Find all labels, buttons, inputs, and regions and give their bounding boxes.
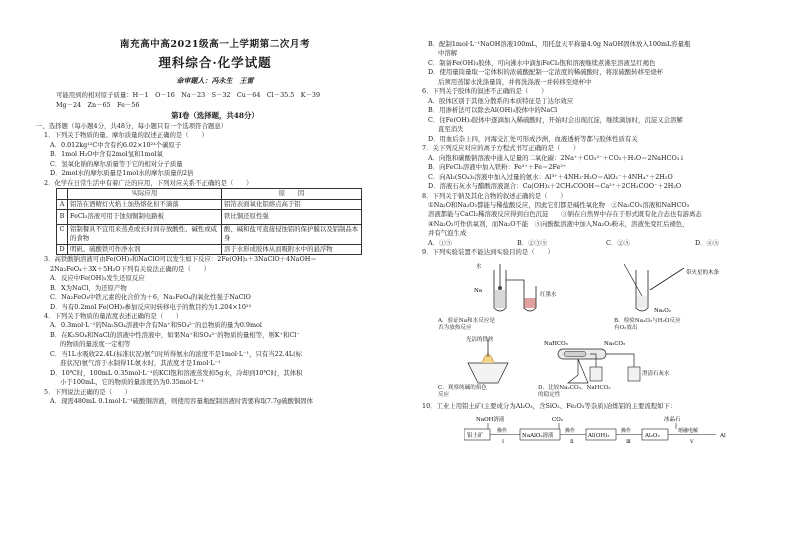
flow-step-3: Ⅲ bbox=[626, 439, 631, 446]
q7-option-c: C．向Al₂(SO₄)₃溶液中加入过量的氨水：Al³⁺＋4NH₃·H₂O＝AlO₂⁻＋4NH₄⁺＋2H₂O bbox=[428, 172, 673, 181]
q1-option-a: A．0.012kg¹²C中含有约6.02×10²³个碳原子 bbox=[50, 140, 182, 149]
q3-option-a: A．反应中Fe(OH)₃发生还原反应 bbox=[50, 274, 145, 283]
flow-step-1: Ⅰ bbox=[502, 439, 504, 446]
flow-box-naalo2: NaAlO₂溶液 bbox=[522, 433, 554, 440]
caption-c-line1: C．观察纯碱的焰色 bbox=[438, 384, 488, 391]
figure-a bbox=[438, 260, 614, 318]
q8-stem: 8．下列关于钠及其化合物的叙述正确的是（ ） bbox=[422, 191, 567, 200]
caption-b-line2: 有O₂放出 bbox=[614, 325, 638, 332]
caption-a-line2: 否为放热反应 bbox=[438, 325, 472, 332]
q4-line: 的物质的量浓度一定相等 bbox=[60, 340, 131, 349]
q9-stem: 9．下列实验装置不能达到实验目的是（ ） bbox=[422, 248, 554, 257]
q8-line: ①Na₂O和Na₂O₂都能与稀盐酸反应，因此它们都是碱性氧化物 ②Na₂CO₃溶液和NaHCO₃ bbox=[428, 200, 690, 209]
q8-option-c: C．②⑤ bbox=[606, 238, 631, 247]
q6-option-d: D．用血后杂上四，河海交汇处可形成沙洲，血液透析等都与胶体性质有关 bbox=[428, 134, 638, 143]
caption-d bbox=[538, 385, 698, 400]
section-intro: 一、选择题（每小题4分，共48分，每小题只有一个选项符合题意） bbox=[36, 121, 228, 130]
caption-a bbox=[438, 318, 614, 333]
q8-line: ④Na₂O₂可作供氧剂，而Na₂O不能 ⑤向酚酞溶液中加入Na₂O₂粉末，溶液先变红后褪色， bbox=[428, 219, 689, 228]
q4-line: B．在K₂SO₄和NaCl的溶液中性溶液中，如果Na⁺和SO₄²⁻的物质的量相等，则K⁺和Cl⁻ bbox=[50, 330, 300, 339]
q7-option-b: B．向FeCl₂溶液中加入铁粉：Fe³⁺＋Fe＝2Fe²⁺ bbox=[428, 163, 567, 172]
table-cell: 溶于水形成胶体从而吸附水中的悬浮物 bbox=[222, 244, 362, 254]
flow-step-5: Ⅴ bbox=[690, 439, 694, 446]
figure-c-drawing bbox=[438, 335, 538, 385]
q5-option-d-cont: 后须用蒸馏水洗涤量筒，并将洗涤液一并转移至烧杯中 bbox=[438, 77, 592, 86]
q7-stem: 7．关下列反应对应的离子方程式书写正确的是（ ） bbox=[422, 144, 580, 153]
figure-c bbox=[438, 335, 538, 385]
q8-line: 并有气泡生成 bbox=[428, 229, 467, 238]
exam-authors: 命审题人：冯永生 王雷 bbox=[176, 75, 254, 85]
figure-b bbox=[614, 260, 724, 318]
left-column bbox=[0, 0, 402, 407]
table-cell: A bbox=[57, 199, 68, 209]
caption-c bbox=[438, 385, 538, 400]
atomic-masses-line2: Mg－24 Zn－65 Fe－56 bbox=[56, 100, 140, 109]
q3-stem: 3．高铁酸钠溶液可由Fe(OH)₃和NaClO可以发生如下反应：2Fe(OH)₃＋3NaClO＋4NaOH＝ bbox=[44, 255, 317, 264]
q6-option-c-cont: 直至消失 bbox=[438, 125, 464, 134]
q10-flowchart bbox=[464, 415, 764, 447]
flow-reagent-cryolite: 冰晶石 bbox=[664, 417, 681, 424]
table-cell: C bbox=[57, 225, 68, 245]
q8-option-a: A．①⑤ bbox=[428, 238, 452, 247]
caption-b-line1: B．检验Na₂O₂与H₂O反应 bbox=[614, 317, 681, 324]
label-iron-wire: 光洁的铁丝 bbox=[466, 336, 494, 343]
q3-option-d: D．当有0.2mol Fe(OH)₃参加反应时转移电子的数目约为1.204×10²³ bbox=[50, 302, 252, 311]
q8-options bbox=[414, 239, 784, 248]
flow-op-2: 操作 bbox=[565, 428, 576, 435]
label-water: 水 bbox=[476, 263, 482, 270]
table-cell: 铝制餐具不宜用来蒸煮或长时间存放酸性、碱性或咸的食物 bbox=[68, 225, 222, 245]
label-limewater: 澄清石灰水 bbox=[642, 370, 670, 377]
table-cell: D bbox=[57, 244, 68, 254]
table-cell: B bbox=[57, 210, 68, 225]
q8-option-b: B．②③⑤ bbox=[517, 238, 548, 247]
q9-figures-bottom bbox=[414, 335, 784, 385]
q4-line: 小于100mL，它的物质的量浓度仍为0.35mol·L⁻¹ bbox=[60, 378, 204, 387]
q4-line: C．当1L水吸收22.4L(标准状况)氨气时所得氨水的浓度不是1mol·L⁻¹，只有当22.4L(标 bbox=[50, 349, 303, 358]
figure-b-drawing bbox=[614, 260, 724, 318]
flow-box-al2o3: Al₂O₃ bbox=[645, 433, 660, 440]
exam-subject: 理科综合·化学试题 bbox=[158, 55, 272, 71]
q3-option-c: C．Na₂FeO₄中铁元素的化合价为＋6，Na₂FeO₄的氧化性强于NaClO bbox=[50, 293, 251, 302]
q1-option-d: D．2mol水的摩尔质量是1mol水的摩尔质量的2倍 bbox=[50, 169, 194, 178]
flow-step-2: Ⅱ bbox=[570, 439, 574, 446]
q6-option-a: A．胶体区别于其他分散系的本质特征是丁达尔效应 bbox=[428, 96, 574, 105]
q4-line: A．0.3mol·L⁻¹的Na₂SO₄溶液中含有Na⁺和SO₄²⁻的总物质的量为0.9mol bbox=[50, 321, 262, 330]
table-cell: 酸、碱和盐可直接侵蚀铝的保护膜以及铝制品本身 bbox=[222, 225, 362, 245]
flow-electrolysis: 熔融电解 bbox=[678, 428, 699, 435]
caption-b bbox=[614, 318, 724, 333]
flow-reagent-co2: CO₂ bbox=[552, 417, 563, 424]
q5-option-d: D．使用量筒量取一定体积的浓硫酸配制一定浓度的稀硫酸时，将浓硫酸转移至烧杯 bbox=[428, 68, 664, 77]
q9-figures-top bbox=[414, 260, 784, 318]
label-red-ink: 红墨水 bbox=[540, 291, 557, 298]
table-row bbox=[57, 210, 362, 225]
flow-op-1: 操作 bbox=[497, 428, 508, 435]
label-nahco3: NaHCO₃ bbox=[544, 340, 568, 347]
table-row bbox=[57, 225, 362, 245]
q8-line: 溶液都能与CaCl₂稀溶液反应得到白色沉淀 ③钠在自然界中存在于形式既有化合态也有游离态 bbox=[428, 210, 702, 219]
q8-option-d: D．④⑤ bbox=[695, 238, 720, 247]
q2-stem: 2．化学在日常生活中有着广泛的应用，下列对应关系不正确的是（ ） bbox=[44, 178, 253, 187]
table-cell: FeCl₃溶液可用于蚀刻铜制电路板 bbox=[68, 210, 222, 225]
caption-d-line1: D．比较Na₂CO₃、NaHCO₃ bbox=[538, 384, 611, 391]
q1-option-c: C．氢氧化钠的摩尔质量等于它的相对分子质量 bbox=[50, 159, 183, 168]
table-header-row bbox=[57, 189, 362, 199]
q3-option-b: B．X为NaCl，为还原产物 bbox=[50, 283, 127, 292]
q1-stem: 1．下列关于物质的量、摩尔质量的叙述正确的是（ ） bbox=[44, 131, 208, 140]
q9-captions-bottom bbox=[414, 385, 784, 400]
q6-stem: 6．下列关于胶体的叙述不正确的是（ ） bbox=[422, 87, 548, 96]
q5-option-b: B．配制1mol·L⁻¹NaOH溶液100mL，用托盘天平称量4.0g NaOH固体放入100mL容量瓶 bbox=[428, 40, 691, 48]
q10-stem: 10．工业上用铝土矿(主要成分为Al₂O₃，含SiO₂、Fe₂O₃等杂质)冶炼铝的主要流程如下： bbox=[422, 401, 677, 410]
table-cell: 明矾、硫酸铁可作净水剂 bbox=[68, 244, 222, 254]
flow-reagent-naoh: NaOH溶液 bbox=[476, 417, 505, 424]
caption-a-line1: A．验证Na和水反应是 bbox=[438, 317, 496, 324]
label-na2co3: Na₂CO₃ bbox=[604, 340, 626, 347]
q5-stem: 5．下列说法正确的是（ ） bbox=[44, 387, 132, 396]
flow-box-aloh3: Al(OH)₃ bbox=[588, 433, 610, 440]
q1-option-b: B．1mol H₂O中含有2mol氢和1mol氧 bbox=[50, 150, 163, 159]
atomic-masses-line1: 可能用到的相对原子质量：H－1 O－16 Na－23 S－32 Cu－64 Cl－35.5 K－39 bbox=[56, 91, 321, 100]
caption-d-line2: 的稳定性 bbox=[538, 392, 561, 399]
exam-title: 南充高中高2021级高一上学期第二次月考 bbox=[119, 39, 311, 50]
table-header-cell: 实际应用 bbox=[68, 189, 222, 199]
q4-line: D．10℃时，100mL 0.35mol·L⁻¹的KCl饱和溶液蒸发掉5g水，冷却到10℃时，其体积 bbox=[50, 368, 303, 377]
q9-captions-top bbox=[414, 318, 784, 333]
q4-line: 准状况)氨气溶于水制得1L氨水时，其浓度才是1mol·L⁻¹ bbox=[60, 359, 221, 368]
figure-a-drawing bbox=[438, 260, 614, 318]
q7-option-d: D．溶液石灰水与醋酸溶液混合：Ca(OH)₂＋2CH₃COOH＝Ca²⁺＋2CH₃COO⁻＋2H₂O bbox=[428, 182, 682, 191]
q5-option-a: A．现需480mL 0.1mol·L⁻¹硫酸铜溶液，则使用容量瓶配制溶液时需要称取7.7g硫酸铜固体 bbox=[50, 397, 314, 406]
flow-box-bauxite: 铝土矿 bbox=[467, 433, 484, 440]
q5-option-b-cont: 中溶解 bbox=[438, 49, 458, 58]
q4-stem: 4．下列关于物质的量浓度表述正确的是（ ） bbox=[44, 312, 183, 320]
table-header-cell: 原 因 bbox=[222, 189, 362, 199]
table-cell: 铝箔表面氧化铝熔点高于铝 bbox=[222, 199, 362, 209]
flow-product-al: Al bbox=[720, 433, 726, 440]
caption-c-line2: 反应 bbox=[438, 392, 450, 399]
q6-option-c: C．往Fe(OH)₃胶体中逐滴加入稀硫酸时，开始时会出现沉淀，继续滴加时，沉淀又会溶解 bbox=[428, 115, 683, 124]
table-cell: 铝箔在酒精灯火焰上加热熔化但不滴落 bbox=[68, 199, 222, 209]
table-row bbox=[57, 199, 362, 209]
table-cell: 铁比铜还原性强 bbox=[222, 210, 362, 225]
figure-d bbox=[538, 335, 698, 385]
right-column bbox=[404, 0, 794, 451]
table-header-cell bbox=[57, 189, 68, 199]
q2-table bbox=[56, 188, 362, 255]
section-heading: 第Ⅰ卷（选择题，共48分） bbox=[171, 110, 259, 120]
q6-option-b: B．用渗析法可以除去Al(OH)₃胶体中的NaCl bbox=[428, 106, 558, 115]
q3-stem-cont: 2Na₂FeO₄＋3X＋5H₂O下列有关说法正确的是（ ） bbox=[50, 264, 211, 273]
q7-option-a: A．向饱和碳酸钠溶液中通入足量的二氧化碳：2Na⁺＋CO₃²⁻＋CO₂＋H₂O＝2NaHCO₃↓ bbox=[428, 153, 685, 162]
q5-option-c: C．制备Fe(OH)₃胶体，可向沸水中滴加FeCl₃饱和溶液继续煮沸至溶液呈红褐色 bbox=[428, 58, 656, 67]
label-glowing-splint: 带火星的木条 bbox=[686, 269, 720, 276]
label-na2o2: Na₂O₂ bbox=[654, 307, 672, 314]
label-na: Na bbox=[474, 287, 483, 294]
figure-d-drawing bbox=[538, 335, 698, 385]
flow-op-3: 操作 bbox=[621, 428, 632, 435]
table-row bbox=[57, 244, 362, 254]
